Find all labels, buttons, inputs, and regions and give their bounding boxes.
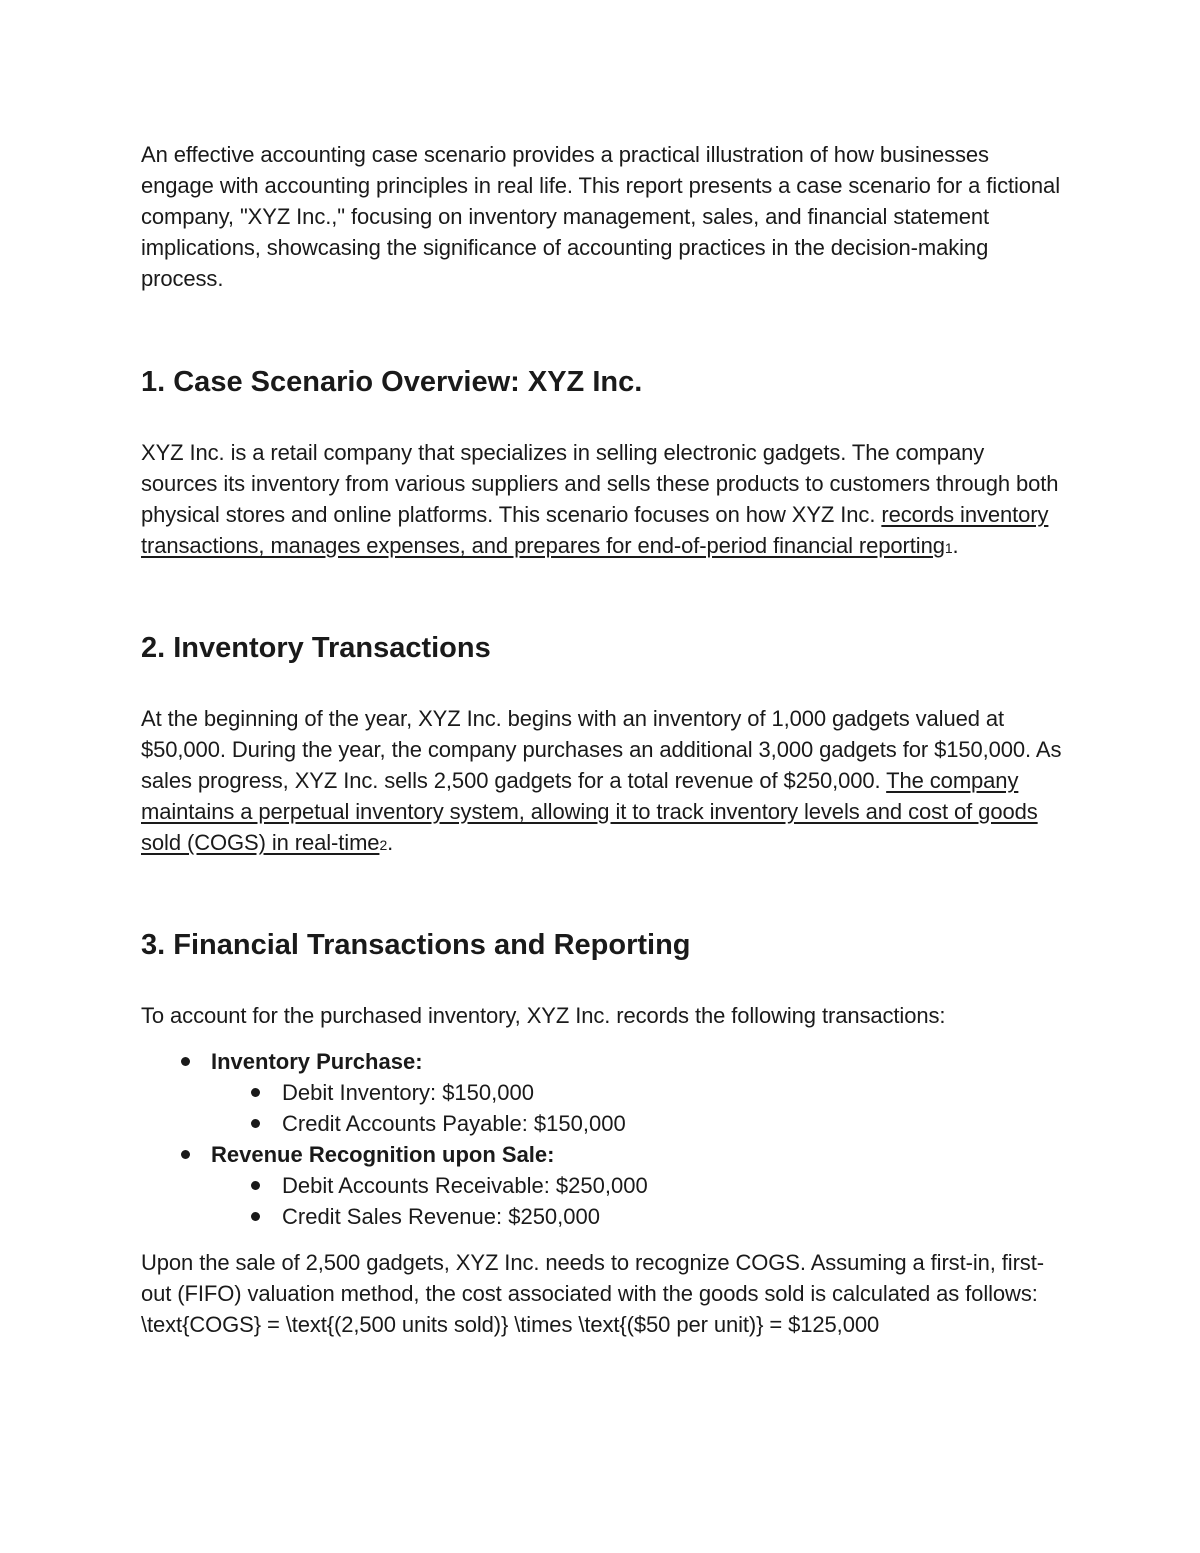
list-item-label: Inventory Purchase:: [211, 1049, 423, 1074]
bullet-icon: [251, 1181, 260, 1190]
sub-list-item-text: Debit Accounts Receivable: $250,000: [282, 1173, 648, 1198]
section-1-cited-text: records inventory transactions, manages expenses, and prepares for end-of-period financial reporting: [141, 502, 1049, 558]
sub-list: [211, 1170, 1066, 1232]
bullet-icon: [181, 1150, 190, 1159]
sub-list-item: [211, 1201, 1066, 1232]
section-3-intro: To account for the purchased inventory, XYZ Inc. records the following transactions:: [141, 1003, 946, 1028]
document-page: [141, 139, 1066, 1340]
section-2-cited-text: The company maintains a perpetual inventory system, allowing it to track inventory levels and cost of goods sold (COGS) in real-time: [141, 768, 1038, 855]
sub-list-item-text: Credit Sales Revenue: $250,000: [282, 1204, 600, 1229]
transactions-list: [141, 1046, 1066, 1232]
sub-list: [211, 1077, 1066, 1139]
cogs-paragraph: Upon the sale of 2,500 gadgets, XYZ Inc. needs to recognize COGS. Assuming a first-in, first-out (FIFO) valuation method, the cost associated with the goods sold is calculated as follows:: [141, 1250, 1044, 1306]
cogs-formula: \text{COGS} = \text{(2,500 units sold)} \times \text{($50 per unit)} = $125,000: [141, 1312, 880, 1337]
footnote-marker-2: 2: [379, 837, 388, 853]
sub-list-item: [211, 1108, 1066, 1139]
section-2-end-punct: .: [387, 830, 394, 855]
section-2-paragraph: [141, 703, 1066, 861]
footnote-marker-1: 1: [944, 540, 953, 556]
section-1-end-punct: .: [952, 533, 959, 558]
sub-list-item: [211, 1077, 1066, 1108]
sub-list-item-text: Debit Inventory: $150,000: [282, 1080, 534, 1105]
section-2-text: At the beginning of the year, XYZ Inc. begins with an inventory of 1,000 gadgets valued at $50,000. During the year, the company purchases an additional 3,000 gadgets for $150,000. As sales progress, XYZ Inc. sells 2,500 gadgets for a total revenue of $250,000.: [141, 706, 1062, 793]
section-1-text: XYZ Inc. is a retail company that specializes in selling electronic gadgets. The company sources its inventory from various suppliers and sells these products to customers through both physical stores and online platforms. This scenario focuses on how XYZ Inc.: [141, 440, 1059, 527]
section-1-heading: 1. Case Scenario Overview: XYZ Inc.: [141, 366, 643, 398]
bullet-icon: [251, 1088, 260, 1097]
sub-list-item: [211, 1170, 1066, 1201]
bullet-icon: [251, 1119, 260, 1128]
bullet-icon: [251, 1212, 260, 1221]
section-2-heading: 2. Inventory Transactions: [141, 632, 491, 664]
sub-list-item-text: Credit Accounts Payable: $150,000: [282, 1111, 626, 1136]
bullet-icon: [181, 1057, 190, 1066]
section-1-paragraph: [141, 437, 1066, 564]
section-3-heading: 3. Financial Transactions and Reporting: [141, 929, 691, 961]
intro-paragraph: An effective accounting case scenario provides a practical illustration of how businesses engage with accounting principles in real life. This report presents a case scenario for a fictional company, "XYZ Inc.," focusing on inventory management, sales, and financial statement implications, showcasing the significance of accounting practices in the decision-making process.: [141, 142, 1060, 291]
list-item-label: Revenue Recognition upon Sale:: [211, 1142, 555, 1167]
list-item: [141, 1139, 1066, 1232]
list-item: [141, 1046, 1066, 1139]
